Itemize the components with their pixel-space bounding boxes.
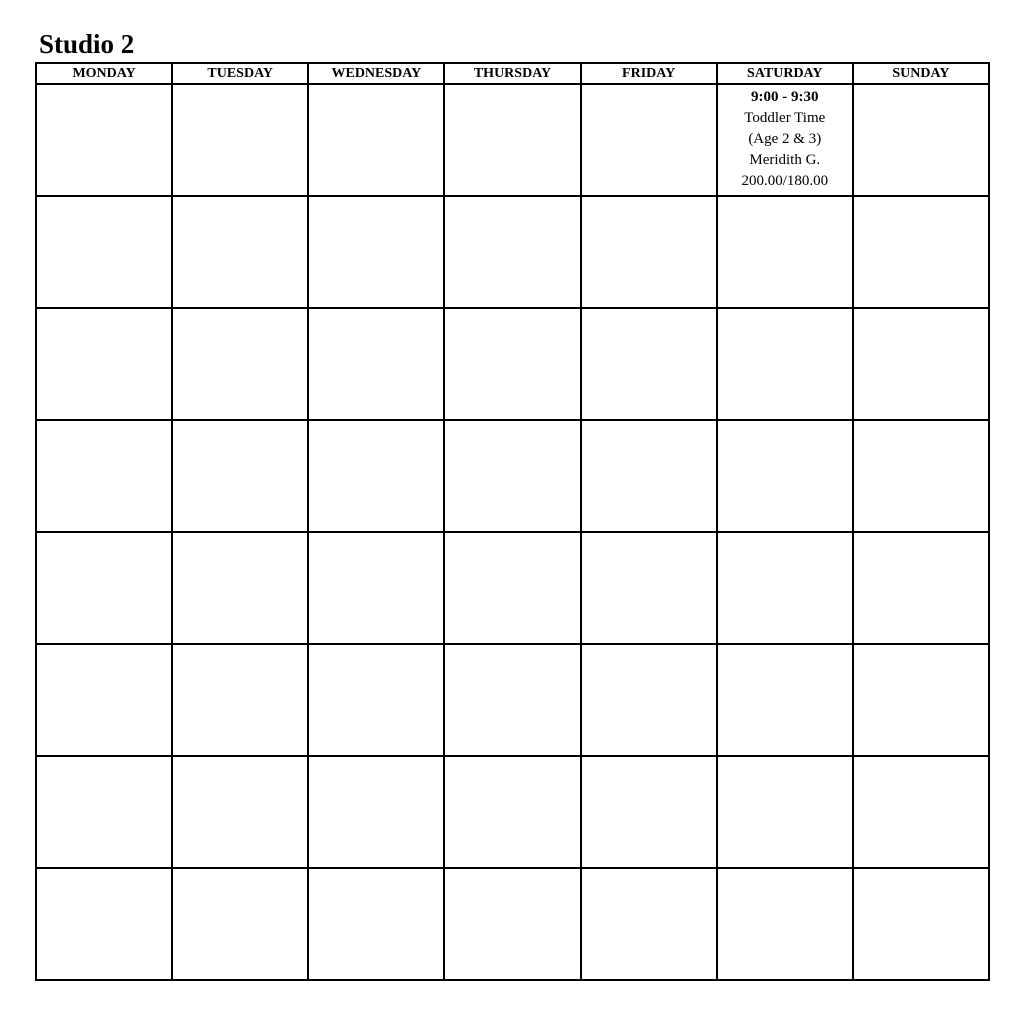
schedule-cell [853, 196, 989, 308]
weekly-schedule-grid [35, 62, 990, 981]
schedule-cell [36, 196, 172, 308]
schedule-cell [172, 84, 308, 196]
schedule-cell [308, 308, 444, 420]
schedule-cell [717, 756, 853, 868]
day-header-monday: MONDAY [36, 63, 172, 84]
schedule-cell [853, 532, 989, 644]
schedule-cell [308, 756, 444, 868]
schedule-cell [581, 532, 717, 644]
schedule-cell [853, 644, 989, 756]
schedule-row [36, 420, 989, 532]
schedule-cell [717, 644, 853, 756]
schedule-cell [308, 868, 444, 980]
schedule-cell [308, 84, 444, 196]
schedule-row [36, 868, 989, 980]
schedule-cell [36, 868, 172, 980]
schedule-cell [172, 532, 308, 644]
schedule-cell [717, 308, 853, 420]
day-header-saturday: SATURDAY [717, 63, 853, 84]
schedule-cell [36, 84, 172, 196]
day-header-tuesday: TUESDAY [172, 63, 308, 84]
schedule-cell [853, 868, 989, 980]
schedule-cell [444, 308, 580, 420]
day-header-friday: FRIDAY [581, 63, 717, 84]
schedule-row [36, 196, 989, 308]
day-header-wednesday: WEDNESDAY [308, 63, 444, 84]
schedule-cell [853, 84, 989, 196]
schedule-cell [36, 756, 172, 868]
schedule-cell [717, 868, 853, 980]
schedule-cell [172, 196, 308, 308]
schedule-cell [36, 644, 172, 756]
day-header-thursday: THURSDAY [444, 63, 580, 84]
schedule-row [36, 644, 989, 756]
schedule-cell [853, 420, 989, 532]
schedule-cell [172, 308, 308, 420]
schedule-cell [717, 196, 853, 308]
schedule-cell [444, 196, 580, 308]
schedule-cell [444, 756, 580, 868]
schedule-row [36, 84, 989, 196]
schedule-cell [581, 756, 717, 868]
schedule-cell [444, 420, 580, 532]
schedule-cell [308, 420, 444, 532]
schedule-cell [172, 868, 308, 980]
schedule-cell [172, 420, 308, 532]
class-price: 200.00/180.00 [741, 173, 829, 189]
class-instructor: Meridith G. [749, 152, 821, 168]
class-time: 9:00 - 9:30 [751, 89, 819, 105]
day-header-sunday: SUNDAY [853, 63, 989, 84]
class-age-group: (Age 2 & 3) [748, 131, 822, 147]
schedule-cell [853, 756, 989, 868]
schedule-cell [717, 420, 853, 532]
schedule-cell [308, 532, 444, 644]
schedule-cell [36, 420, 172, 532]
schedule-cell [308, 644, 444, 756]
schedule-cell [444, 532, 580, 644]
schedule-cell [717, 532, 853, 644]
schedule-cell [444, 644, 580, 756]
schedule-cell [36, 308, 172, 420]
schedule-row [36, 756, 989, 868]
schedule-cell [172, 756, 308, 868]
schedule-row [36, 308, 989, 420]
class-entry [718, 85, 852, 192]
schedule-cell [444, 868, 580, 980]
schedule-cell [581, 868, 717, 980]
schedule-cell [444, 84, 580, 196]
page-title: Studio 2 [39, 29, 135, 59]
schedule-cell [308, 196, 444, 308]
schedule-cell [581, 84, 717, 196]
schedule-cell [581, 308, 717, 420]
schedule-cell [581, 420, 717, 532]
schedule-cell [36, 532, 172, 644]
schedule-cell [853, 308, 989, 420]
schedule-cell [581, 196, 717, 308]
schedule-cell [581, 644, 717, 756]
class-name: Toddler Time [744, 110, 826, 126]
schedule-cell [172, 644, 308, 756]
schedule-cell-saturday-class [717, 84, 853, 196]
day-header-row [36, 63, 989, 84]
schedule-row [36, 532, 989, 644]
